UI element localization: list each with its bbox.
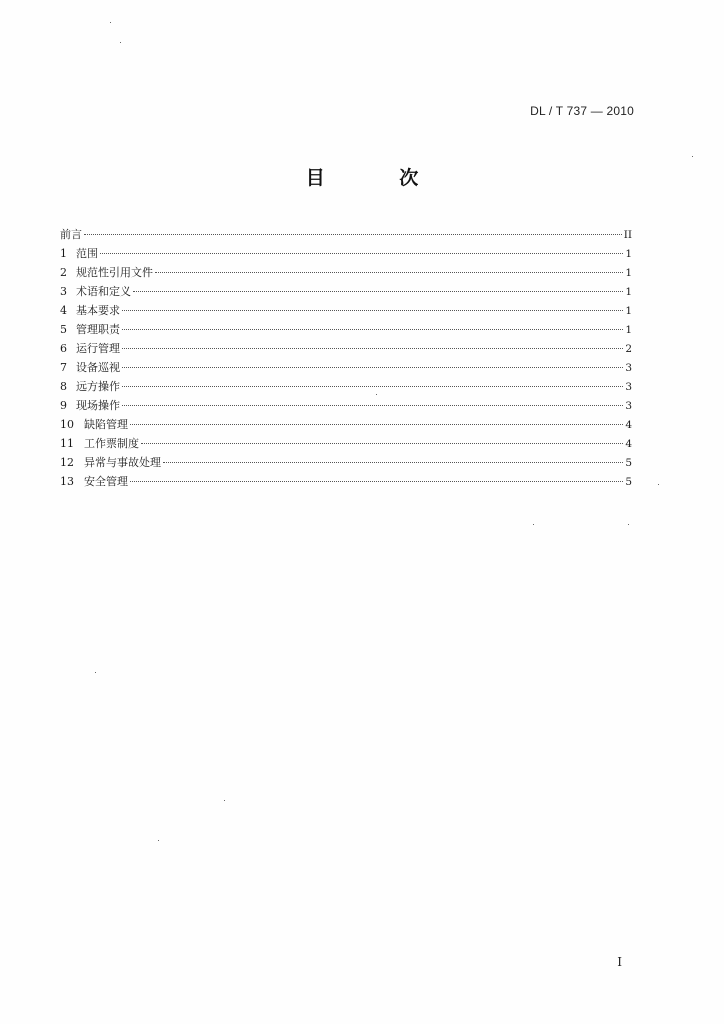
- toc-entry-page: 1: [625, 267, 632, 279]
- toc-entry-number: 6: [60, 342, 67, 355]
- toc-entry-6[interactable]: [60, 339, 632, 358]
- scan-speck: [95, 672, 96, 673]
- toc-entry-page: 4: [625, 419, 632, 431]
- dot-leader: [100, 253, 623, 254]
- toc-entry-8[interactable]: [60, 377, 632, 396]
- toc-entry-11[interactable]: [60, 434, 632, 453]
- toc-entry-page: 5: [625, 476, 632, 488]
- toc-entry-number: 11: [60, 437, 74, 450]
- dot-leader: [141, 443, 623, 444]
- dot-leader: [122, 405, 623, 406]
- toc-entry-page: 1: [625, 248, 632, 260]
- dot-leader: [122, 348, 623, 349]
- toc-entry-4[interactable]: [60, 301, 632, 320]
- toc-entry-number: 4: [60, 304, 67, 317]
- dot-leader: [133, 291, 623, 292]
- toc-entry-5[interactable]: [60, 320, 632, 339]
- toc-entry-1[interactable]: [60, 244, 632, 263]
- toc-entry-label: 术语和定义: [76, 285, 131, 298]
- toc-entry-number: 10: [60, 418, 74, 431]
- toc-entry-number: 8: [60, 380, 67, 393]
- toc-entry-7[interactable]: [60, 358, 632, 377]
- toc-entry-page: 1: [625, 305, 632, 317]
- toc-entry-page: 4: [625, 438, 632, 450]
- dot-leader: [130, 481, 623, 482]
- toc-entry-2[interactable]: [60, 263, 632, 282]
- scan-speck: [692, 156, 693, 157]
- toc-entry-label: 管理职责: [76, 323, 120, 336]
- toc-entry-label: 工作票制度: [84, 437, 139, 450]
- toc-entry-page: 1: [625, 324, 632, 336]
- toc-entry-label: 运行管理: [76, 342, 120, 355]
- toc-entry-13[interactable]: [60, 472, 632, 491]
- toc-entry-foreword[interactable]: [60, 225, 632, 244]
- toc-entry-number: 2: [60, 266, 67, 279]
- toc-entry-number: 12: [60, 456, 74, 469]
- toc-entry-12[interactable]: [60, 453, 632, 472]
- toc-entry-page: 3: [625, 362, 632, 374]
- toc-entry-number: 9: [60, 399, 67, 412]
- toc-entry-label: 缺陷管理: [84, 418, 128, 431]
- toc-entry-page: 5: [625, 457, 632, 469]
- dot-leader: [122, 386, 623, 387]
- toc-entry-number: 13: [60, 475, 74, 488]
- toc-entry-label: 范围: [76, 247, 98, 260]
- scan-speck: [376, 394, 377, 395]
- dot-leader: [130, 424, 623, 425]
- dot-leader: [122, 367, 623, 368]
- toc-entry-label: 规范性引用文件: [76, 266, 153, 279]
- toc-title: 目 次: [305, 167, 453, 189]
- dot-leader: [163, 462, 623, 463]
- scan-speck: [110, 22, 111, 23]
- toc-entry-label: 基本要求: [76, 304, 120, 317]
- toc-entry-label: 远方操作: [76, 380, 120, 393]
- dot-leader: [122, 310, 623, 311]
- toc-entry-number: 7: [60, 361, 67, 374]
- toc-entry-label: 设备巡视: [76, 361, 120, 374]
- scan-speck: [158, 840, 159, 841]
- toc-entry-3[interactable]: [60, 282, 632, 301]
- dot-leader: [84, 234, 622, 235]
- dot-leader: [155, 272, 623, 273]
- toc-entry-page: 1: [625, 286, 632, 298]
- toc-entry-page: II: [623, 229, 632, 241]
- scan-speck: [658, 484, 659, 485]
- scan-speck: [533, 524, 534, 525]
- toc-entry-number: 5: [60, 323, 67, 336]
- toc-entry-page: 2: [625, 343, 632, 355]
- page-number: I: [617, 955, 622, 969]
- toc-entry-number: 1: [60, 247, 67, 260]
- toc-entry-page: 3: [625, 381, 632, 393]
- toc-entry-9[interactable]: [60, 396, 632, 415]
- scan-speck: [120, 42, 121, 43]
- standard-code: DL / T 737 — 2010: [530, 104, 634, 118]
- table-of-contents: [60, 225, 632, 491]
- toc-entry-label: 异常与事故处理: [84, 456, 161, 469]
- toc-entry-page: 3: [625, 400, 632, 412]
- scan-speck: [628, 524, 629, 525]
- toc-entry-label: 安全管理: [84, 475, 128, 488]
- toc-entry-label: 前言: [60, 228, 82, 241]
- dot-leader: [122, 329, 623, 330]
- toc-entry-label: 现场操作: [76, 399, 120, 412]
- scan-speck: [224, 800, 225, 801]
- toc-entry-10[interactable]: [60, 415, 632, 434]
- toc-entry-number: 3: [60, 285, 67, 298]
